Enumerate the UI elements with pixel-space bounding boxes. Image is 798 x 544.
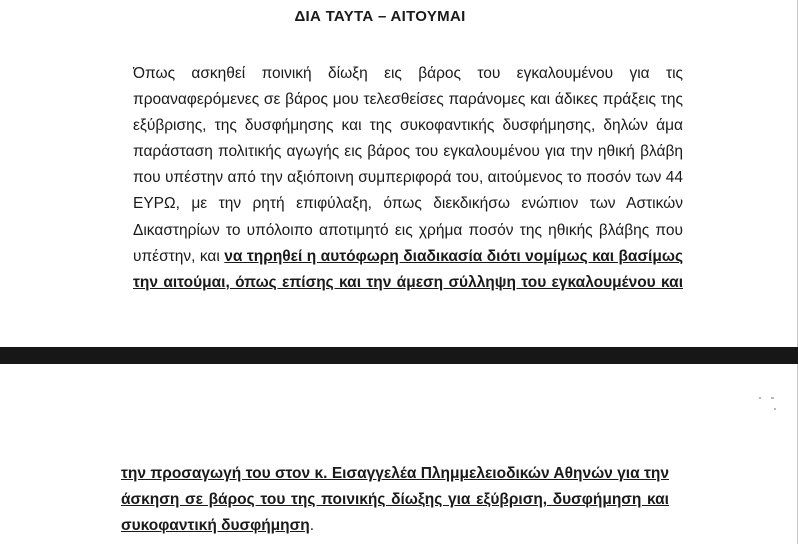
paragraph-line-mixed xyxy=(121,513,669,539)
request-paragraph xyxy=(133,61,683,296)
emphasized-line: άσκηση σε βάρος του της ποινικής δίωξης για εξύβριση, δυσφήμηση και xyxy=(121,491,669,509)
paragraph-line: παράσταση πολιτικής αγωγής εις βάρος του εγκαλουμένου για την ηθική βλάβη xyxy=(133,143,683,161)
scan-speck xyxy=(771,397,774,399)
paragraph-line: Δικαστηρίων το υπόλοιπο αποτιμητό εις χρήμα ποσόν της ηθικής βλάβης που xyxy=(133,221,683,239)
continuation-paragraph xyxy=(121,461,669,539)
paragraph-line: ΕΥΡΩ, με την ρητή επιφύλαξη, όπως διεκδικήσω ενώπιον των Αστικών xyxy=(133,195,683,213)
document-heading: ΔΙΑ ΤΑΥΤΑ – ΑΙΤΟΥΜΑΙ xyxy=(294,8,466,25)
emphasized-text: συκοφαντική δυσφήμηση xyxy=(121,517,310,535)
paragraph-line: Όπως ασκηθεί ποινική δίωξη εις βάρος του εγκαλουμένου για τις xyxy=(133,65,683,82)
emphasized-line: την προσαγωγή του στον κ. Εισαγγελέα Πλημμελειοδικών Αθηνών για την xyxy=(121,465,669,482)
scan-speck xyxy=(759,397,761,399)
emphasized-line: την αιτούμαι, όπως επίσης και την άμεση σύλληψη του εγκαλουμένου και xyxy=(133,273,683,291)
paragraph-line: εξύβρισης, της δυσφήμησης και της συκοφαντικής δυσφήμησης, δηλών άμα xyxy=(133,117,683,135)
scan-speck xyxy=(774,408,776,410)
paragraph-text-plain: υπέστην, και xyxy=(133,247,225,265)
emphasized-text: να τηρηθεί η αυτόφωρη διαδικασία διότι νομίμως και βασίμως xyxy=(224,247,683,265)
page-break-bar xyxy=(0,347,798,364)
paragraph-text-plain: . xyxy=(309,517,315,535)
paragraph-line: προαναφερόμενες σε βάρος μου τελεσθείσες παράνομες και άδικες πράξεις της xyxy=(133,91,683,109)
paragraph-line: που υπέστην από την αξιόποινη συμπεριφορά του, αιτούμενος το ποσόν των 44 xyxy=(133,169,683,187)
paragraph-line-mixed xyxy=(133,244,683,270)
